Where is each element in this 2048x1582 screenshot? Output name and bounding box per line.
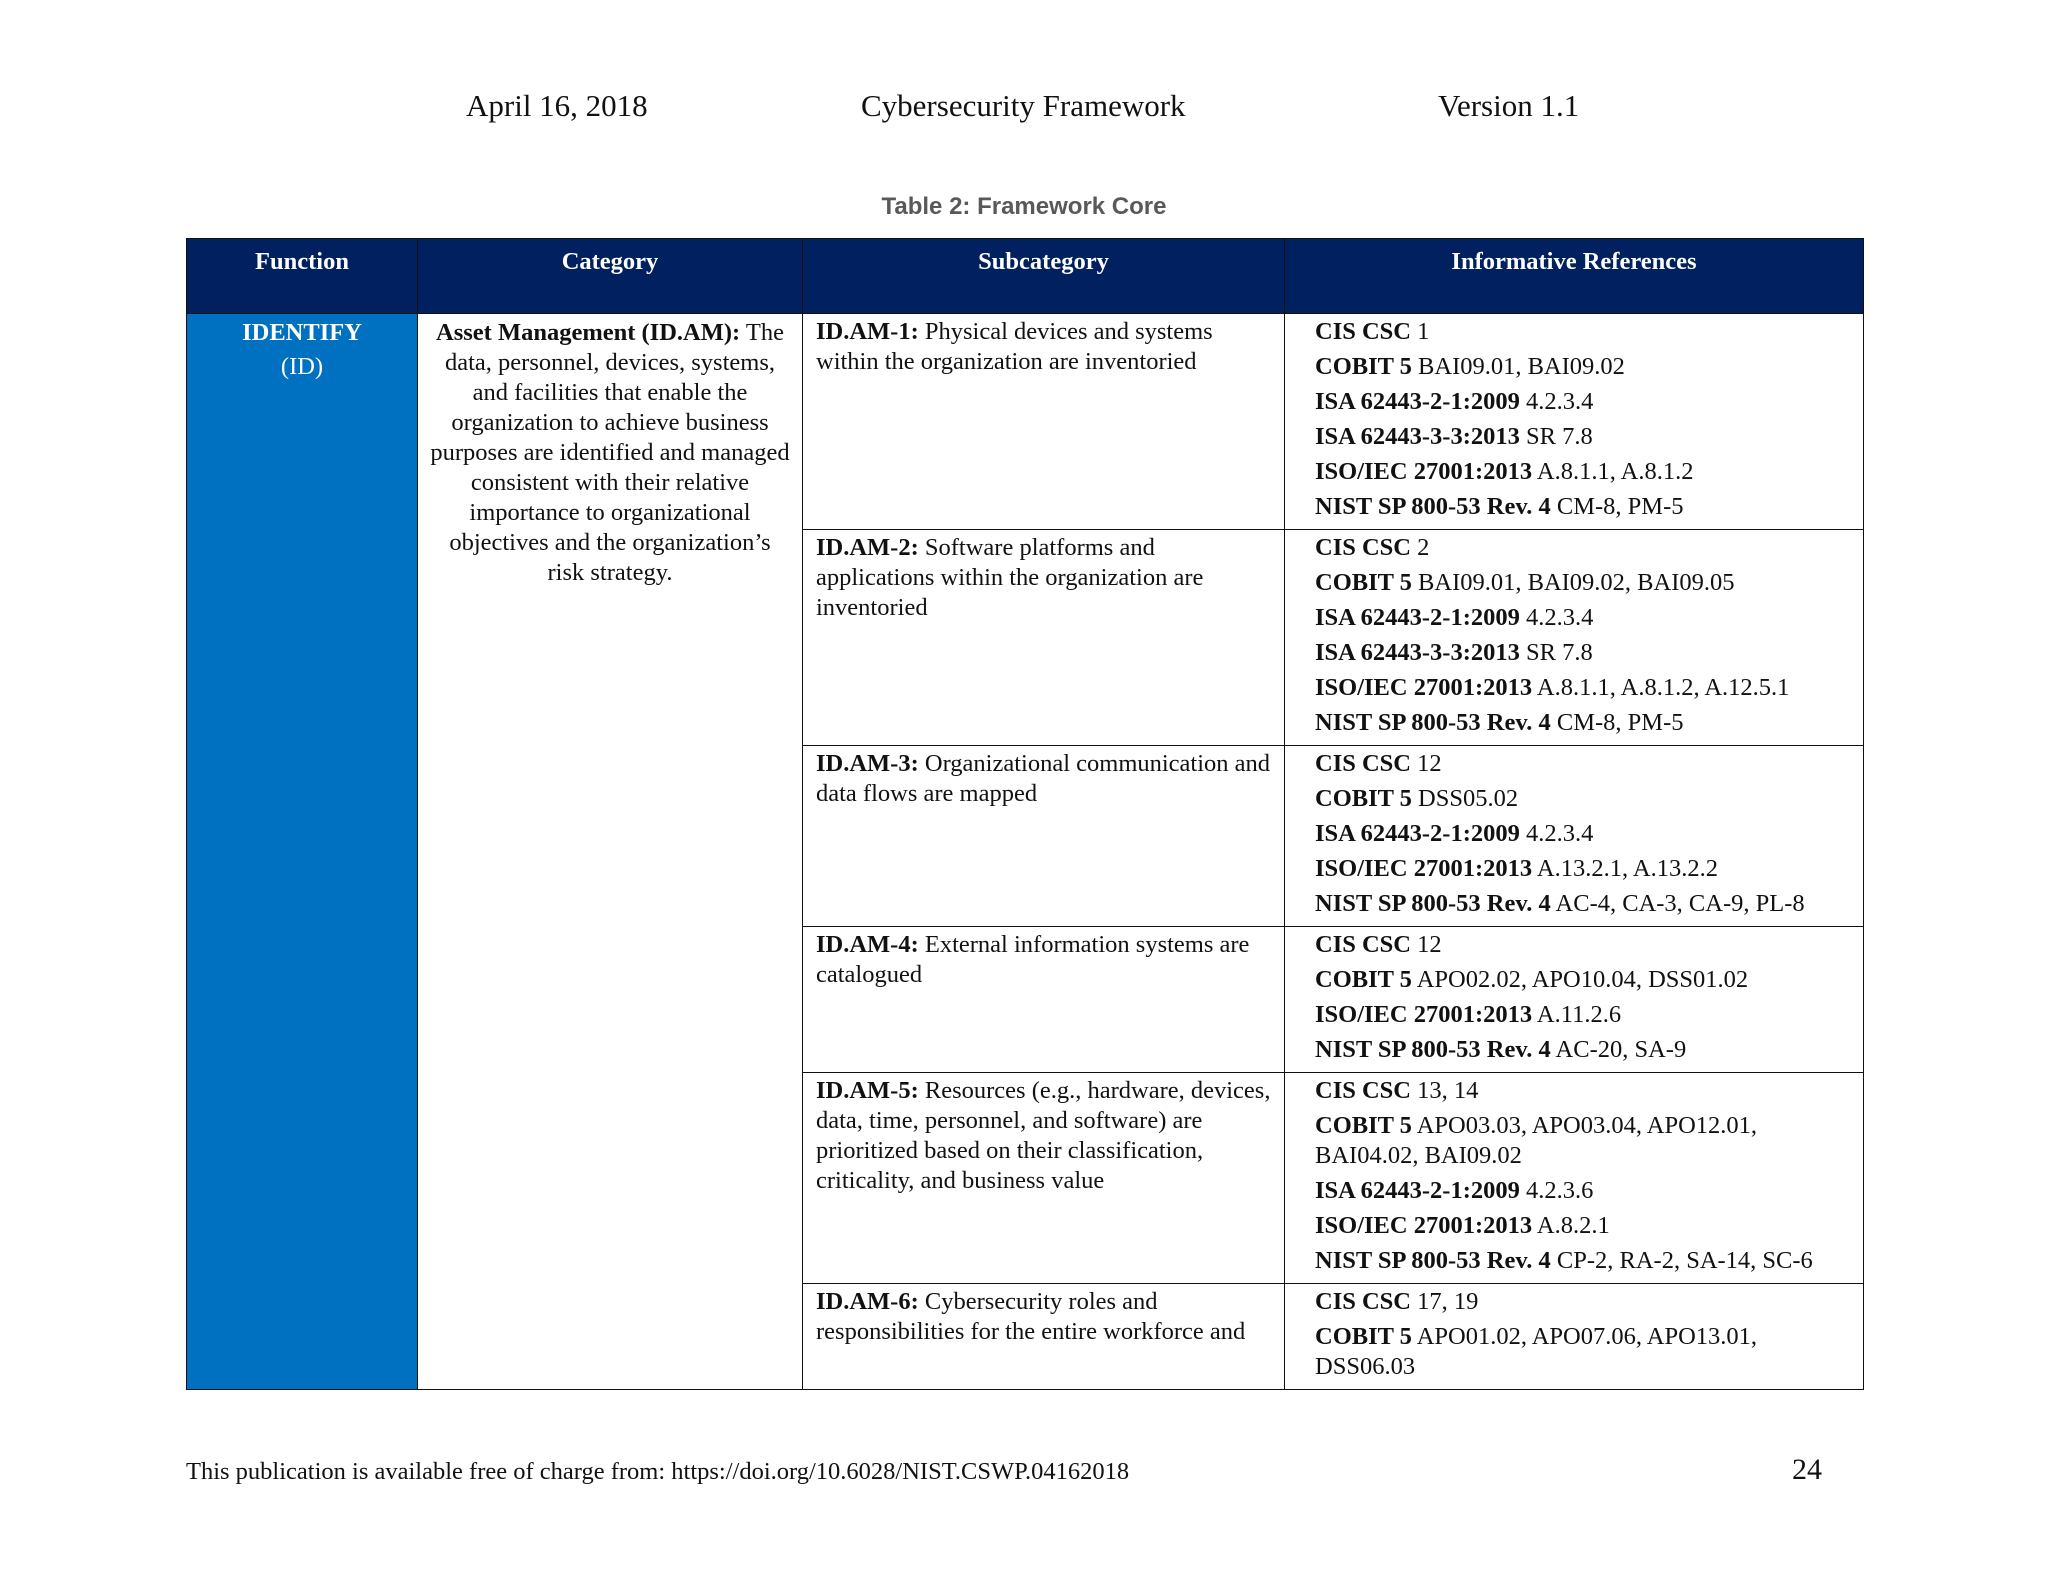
reference-source: ISA 62443-2-1:2009 xyxy=(1315,1177,1520,1204)
subcategory-text: Resources (e.g., hardware, devices, data, time, personnel, and software) are prioritized based on their classification, criticality, and business value xyxy=(816,1077,1271,1194)
reference-value: BAI09.01, BAI09.02 xyxy=(1418,353,1625,380)
reference-value: 4.2.3.6 xyxy=(1525,1177,1594,1204)
subcategory-id: ID.AM-4: xyxy=(816,931,919,958)
reference-source: NIST SP 800-53 Rev. 4 xyxy=(1315,1036,1551,1063)
reference-value: SR 7.8 xyxy=(1525,423,1593,450)
reference-line xyxy=(1315,854,1853,884)
subcategory-id: ID.AM-6: xyxy=(816,1288,919,1315)
reference-value: A.8.2.1 xyxy=(1536,1212,1610,1239)
subcategory-id: ID.AM-3: xyxy=(816,750,919,777)
page-number: 24 xyxy=(1792,1453,1822,1486)
reference-value: AC-20, SA-9 xyxy=(1555,1036,1687,1063)
reference-line xyxy=(1315,1176,1853,1206)
subcategory-cell xyxy=(803,314,1285,530)
column-header-category: Category xyxy=(418,239,803,314)
reference-value: APO02.02, APO10.04, DSS01.02 xyxy=(1416,966,1749,993)
reference-value: CM-8, PM-5 xyxy=(1556,493,1684,520)
reference-line xyxy=(1315,1111,1853,1171)
reference-source: ISA 62443-3-3:2013 xyxy=(1315,423,1520,450)
reference-source: COBIT 5 xyxy=(1315,966,1412,993)
reference-line xyxy=(1315,1000,1853,1030)
header-title: Cybersecurity Framework xyxy=(861,88,1186,123)
subcategory-text: Organizational communication and data flows are mapped xyxy=(816,750,1271,807)
reference-line xyxy=(1315,889,1853,919)
reference-line xyxy=(1315,749,1853,779)
reference-line xyxy=(1315,352,1853,382)
header-version: Version 1.1 xyxy=(1438,88,1580,123)
reference-source: COBIT 5 xyxy=(1315,1323,1412,1350)
footer-availability-text: This publication is available free of charge from: https://doi.org/10.6028/NIST.CSWP.04162018 xyxy=(186,1458,1130,1485)
reference-source: ISA 62443-2-1:2009 xyxy=(1315,388,1520,415)
reference-value: SR 7.8 xyxy=(1525,639,1593,666)
reference-line xyxy=(1315,492,1853,522)
reference-line xyxy=(1315,819,1853,849)
reference-source: CIS CSC xyxy=(1315,1077,1411,1104)
reference-value: 1 xyxy=(1417,318,1430,345)
reference-line xyxy=(1315,1211,1853,1241)
references-cell xyxy=(1285,746,1864,927)
references-cell xyxy=(1285,927,1864,1073)
column-header-informative-references: Informative References xyxy=(1285,239,1864,314)
header-date: April 16, 2018 xyxy=(466,88,648,123)
reference-source: ISA 62443-2-1:2009 xyxy=(1315,820,1520,847)
function-name: IDENTIFY xyxy=(242,319,362,346)
references-cell xyxy=(1285,530,1864,746)
reference-value: 13, 14 xyxy=(1417,1077,1479,1104)
reference-line xyxy=(1315,533,1853,563)
reference-line xyxy=(1315,568,1853,598)
reference-value: A.13.2.1, A.13.2.2 xyxy=(1536,855,1718,882)
subcategory-text: Cybersecurity roles and responsibilities for the entire workforce and xyxy=(816,1288,1246,1345)
reference-line xyxy=(1315,784,1853,814)
reference-line xyxy=(1315,1035,1853,1065)
reference-line xyxy=(1315,708,1853,738)
reference-value: BAI09.01, BAI09.02, BAI09.05 xyxy=(1418,569,1735,596)
subcategory-text: External information systems are catalogued xyxy=(816,931,1250,988)
reference-source: NIST SP 800-53 Rev. 4 xyxy=(1315,890,1551,917)
reference-source: ISA 62443-2-1:2009 xyxy=(1315,604,1520,631)
reference-line xyxy=(1315,1322,1853,1382)
subcategory-cell xyxy=(803,746,1285,927)
reference-value: 2 xyxy=(1417,534,1430,561)
reference-line xyxy=(1315,1246,1853,1276)
reference-value: A.8.1.1, A.8.1.2 xyxy=(1536,458,1694,485)
subcategory-cell xyxy=(803,1073,1285,1284)
function-code: (ID) xyxy=(280,353,324,380)
reference-source: NIST SP 800-53 Rev. 4 xyxy=(1315,709,1551,736)
reference-line xyxy=(1315,457,1853,487)
reference-source: ISA 62443-3-3:2013 xyxy=(1315,639,1520,666)
reference-source: ISO/IEC 27001:2013 xyxy=(1315,1001,1533,1028)
category-text: The data, personnel, devices, systems, and facilities that enable the organization to achieve business purposes are identified and managed consistent with their relative importance to organizational objectives and the organization’s risk strategy. xyxy=(430,319,790,586)
subcategory-id: ID.AM-2: xyxy=(816,534,919,561)
subcategory-text: Software platforms and applications within the organization are inventoried xyxy=(816,534,1204,621)
reference-value: DSS05.02 xyxy=(1418,785,1519,812)
reference-line xyxy=(1315,387,1853,417)
function-cell xyxy=(187,314,418,1390)
reference-value: A.11.2.6 xyxy=(1536,1001,1622,1028)
reference-source: CIS CSC xyxy=(1315,931,1411,958)
framework-core-table xyxy=(186,238,1864,1390)
reference-value: 4.2.3.4 xyxy=(1525,604,1594,631)
subcategory-cell xyxy=(803,530,1285,746)
reference-value: APO03.03, APO03.04, APO12.01, BAI04.02, BAI09.02 xyxy=(1315,1112,1758,1169)
reference-value: 12 xyxy=(1417,931,1442,958)
category-title: Asset Management (ID.AM): xyxy=(436,319,741,346)
reference-line xyxy=(1315,1287,1853,1317)
reference-value: 4.2.3.4 xyxy=(1525,820,1594,847)
subcategory-id: ID.AM-1: xyxy=(816,318,919,345)
reference-source: COBIT 5 xyxy=(1315,353,1412,380)
reference-source: ISO/IEC 27001:2013 xyxy=(1315,1212,1533,1239)
reference-line xyxy=(1315,603,1853,633)
references-cell xyxy=(1285,1284,1864,1390)
reference-source: NIST SP 800-53 Rev. 4 xyxy=(1315,493,1551,520)
category-cell xyxy=(418,314,803,1390)
reference-line xyxy=(1315,1076,1853,1106)
reference-source: COBIT 5 xyxy=(1315,569,1412,596)
subcategory-text: Physical devices and systems within the organization are inventoried xyxy=(816,318,1213,375)
reference-source: CIS CSC xyxy=(1315,534,1411,561)
column-header-function: Function xyxy=(187,239,418,314)
reference-value: 4.2.3.4 xyxy=(1525,388,1594,415)
reference-source: COBIT 5 xyxy=(1315,1112,1412,1139)
reference-line xyxy=(1315,638,1853,668)
reference-value: A.8.1.1, A.8.1.2, A.12.5.1 xyxy=(1536,674,1790,701)
reference-value: 12 xyxy=(1417,750,1442,777)
reference-value: CP-2, RA-2, SA-14, SC-6 xyxy=(1556,1247,1813,1274)
reference-value: APO01.02, APO07.06, APO13.01, DSS06.03 xyxy=(1315,1323,1758,1380)
reference-line xyxy=(1315,422,1853,452)
reference-line xyxy=(1315,965,1853,995)
reference-source: ISO/IEC 27001:2013 xyxy=(1315,674,1533,701)
reference-source: CIS CSC xyxy=(1315,318,1411,345)
reference-source: CIS CSC xyxy=(1315,750,1411,777)
reference-source: NIST SP 800-53 Rev. 4 xyxy=(1315,1247,1551,1274)
subcategory-cell xyxy=(803,1284,1285,1390)
reference-source: COBIT 5 xyxy=(1315,785,1412,812)
column-header-subcategory: Subcategory xyxy=(803,239,1285,314)
reference-line xyxy=(1315,317,1853,347)
reference-source: CIS CSC xyxy=(1315,1288,1411,1315)
reference-line xyxy=(1315,930,1853,960)
table-caption: Table 2: Framework Core xyxy=(881,193,1167,220)
references-cell xyxy=(1285,1073,1864,1284)
subcategory-cell xyxy=(803,927,1285,1073)
table-header-row xyxy=(187,239,1864,314)
subcategory-id: ID.AM-5: xyxy=(816,1077,919,1104)
references-cell xyxy=(1285,314,1864,530)
reference-value: CM-8, PM-5 xyxy=(1556,709,1684,736)
reference-value: 17, 19 xyxy=(1417,1288,1479,1315)
reference-line xyxy=(1315,673,1853,703)
reference-source: ISO/IEC 27001:2013 xyxy=(1315,855,1533,882)
reference-value: AC-4, CA-3, CA-9, PL-8 xyxy=(1555,890,1805,917)
table-row xyxy=(187,314,1864,530)
reference-source: ISO/IEC 27001:2013 xyxy=(1315,458,1533,485)
